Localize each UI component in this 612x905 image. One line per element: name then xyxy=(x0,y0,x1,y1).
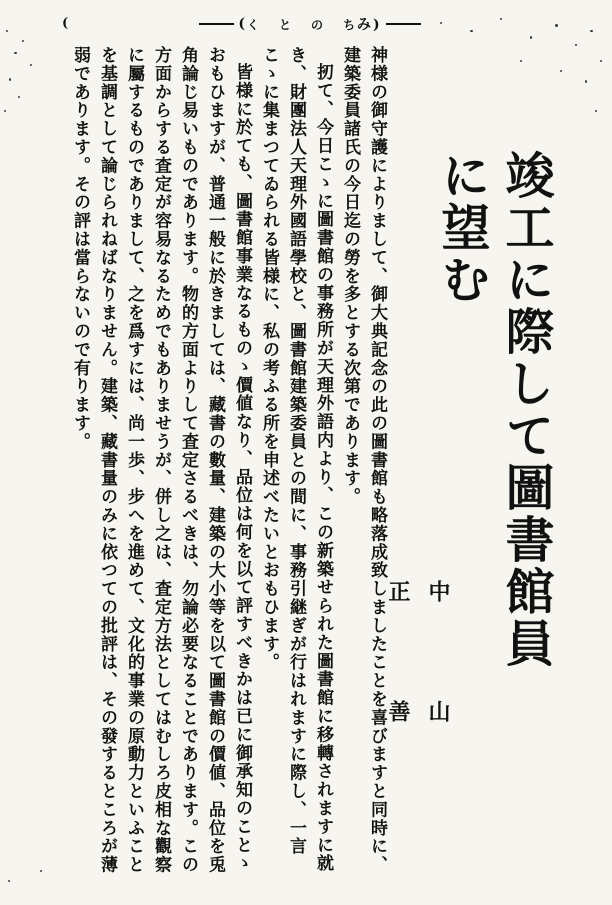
article-body xyxy=(60,46,390,886)
body-paragraph: 扨て、今日こゝに圖書館の事務所が天理外語内より、この新築せられた圖書館に移轉されますに就き、財團法人天理外國語學校と、圖書館建築委員との間に、事務引継ぎが行はれますに際し、一言こゝに集まつてゐられる皆様に、私の考ふる所を申述べたいとおもひます。 xyxy=(259,46,333,873)
running-head-letter: く xyxy=(246,17,261,32)
running-head-close: み) xyxy=(357,17,382,33)
running-head-letter: の xyxy=(311,17,326,32)
body-paragraph: 皆様に於ても、圖書館事業なるものゝ價値なり、品位は何を以て評すべきかは已に御承知のことゝおもひますが、普通一般に於きましては、藏書の數量、建築の大小等を以て圖書館の價値、品位を兎角論じ易いものであります。物的方面よりして査定さるべきは、勿論必要なることであります。この方面からする査定が容易なるためでもありませうが、併し之は、査定方法としてはむしろ皮相な觀察に屬するものでありまして、之を爲すには、尚一歩、步へを進めて、文化的事業の原動力といふことを基調として論じられねばなりません。建築、藏書量のみに依つての批評は、その發するところが薄弱であります。その評は當らないので有ります。 xyxy=(70,46,252,874)
running-head-rule-right xyxy=(386,23,421,25)
article-author: 中 山 正 善 xyxy=(385,580,451,820)
article-title: 竣工に際して圖書館員に望む xyxy=(434,150,556,670)
running-head-letter: と xyxy=(278,17,293,32)
running-head-open: ( xyxy=(238,16,247,32)
page-number: ( xyxy=(62,16,69,31)
running-head-letters xyxy=(247,16,357,33)
running-head-rule-left xyxy=(199,23,234,25)
body-paragraph: 神様の御守護によりまして、御大典記念の此の圖書館も略落成致しましたことを喜びますと同時に、建築委員諸氏の今日迄の勞を多とする次第であります。 xyxy=(340,46,387,874)
running-head xyxy=(195,14,425,34)
running-head-letter: ち xyxy=(343,17,358,32)
